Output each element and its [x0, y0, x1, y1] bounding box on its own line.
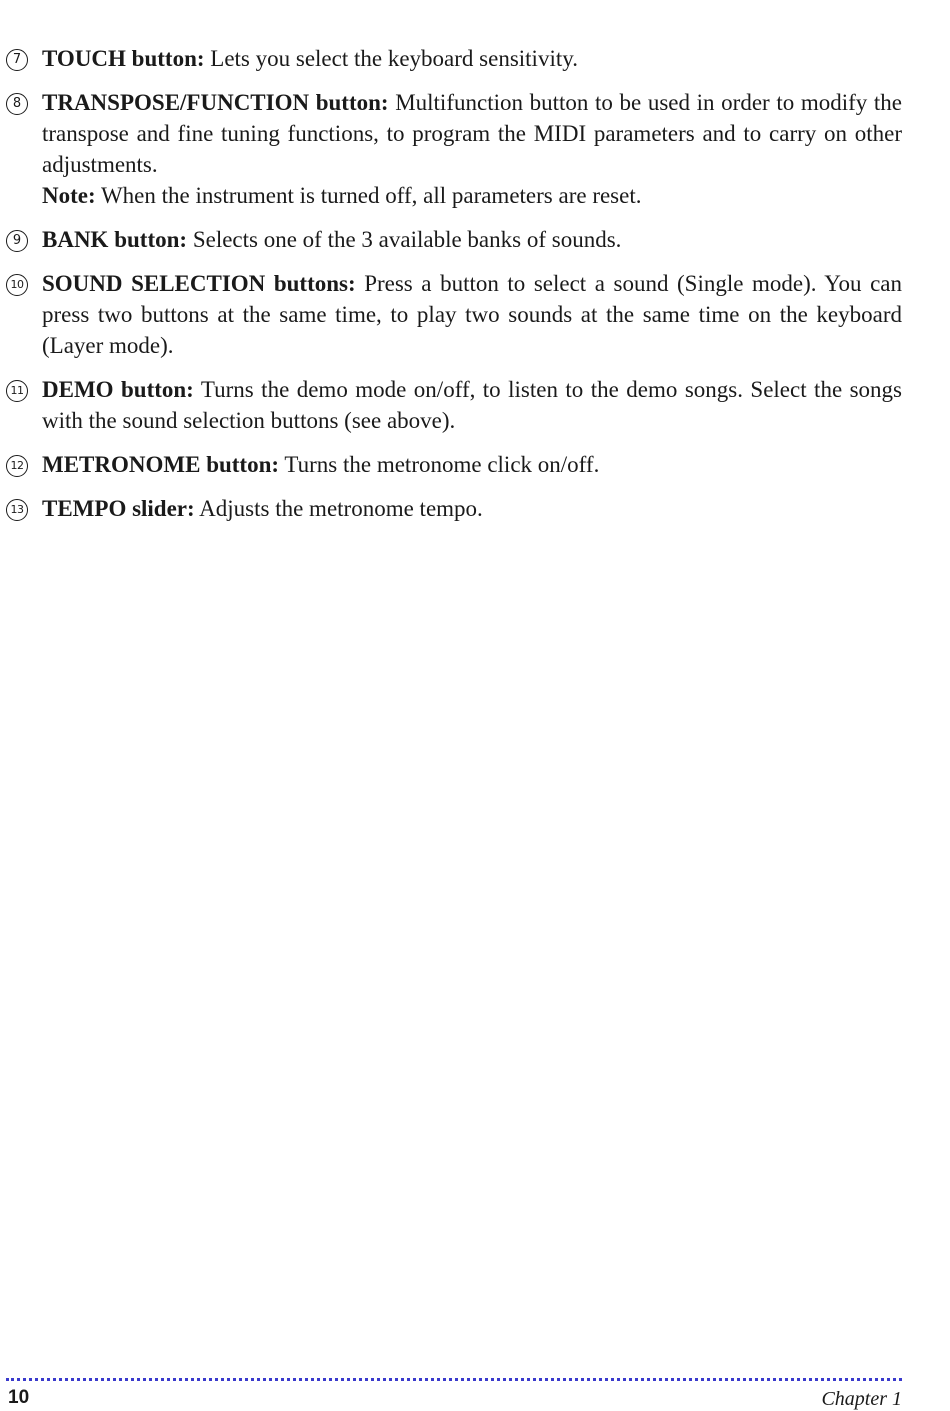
item-term: TEMPO slider:: [42, 496, 195, 521]
item-term: TOUCH button:: [42, 46, 205, 71]
item-description: Lets you select the keyboard sensitivity.: [204, 46, 578, 71]
page-number: 10: [8, 1387, 30, 1408]
item-description: Adjusts the metronome tempo.: [194, 496, 483, 521]
controls-description-list: [6, 43, 902, 537]
item-number: 7: [6, 49, 28, 71]
item-number: 11: [6, 380, 28, 402]
item-number: 13: [6, 499, 28, 521]
item-description: Selects one of the 3 available banks of sounds.: [187, 227, 622, 252]
item-description: Turns the metronome click on/off.: [279, 452, 600, 477]
item-number: 10: [6, 274, 28, 296]
note-text: When the instrument is turned off, all parameters are reset.: [95, 183, 642, 208]
item-term: DEMO button:: [42, 377, 194, 402]
list-item-bank-button: [6, 224, 902, 255]
item-description: Turns the demo mode on/off, to listen to the demo songs. Select the songs with the sound selection buttons (see above).: [42, 377, 903, 433]
item-term: TRANSPOSE/FUNCTION button:: [42, 90, 389, 115]
list-item-sound-selection-buttons: [6, 268, 902, 361]
list-item-tempo-slider: [6, 493, 902, 524]
footer-divider: [6, 1378, 902, 1381]
item-description: Multifunction button to be used in order to modify the transpose and fine tuning functions, to program the MIDI parameters and to carry on other adjustments.: [42, 90, 902, 177]
note-label: Note:: [42, 183, 96, 208]
chapter-label: Chapter 1: [821, 1388, 902, 1410]
list-item-demo-button: [6, 374, 902, 436]
list-item-touch-button: [6, 43, 902, 74]
item-number: 12: [6, 455, 28, 477]
item-term: METRONOME button:: [42, 452, 280, 477]
item-number: 9: [6, 230, 28, 252]
list-item-transpose-function-button: [6, 87, 902, 211]
list-item-metronome-button: [6, 449, 902, 480]
item-description: Press a button to select a sound (Single mode). You can press two buttons at the same time, to play two sounds at the same time on the keyboard (Layer mode).: [42, 271, 902, 358]
item-number: 8: [6, 93, 28, 115]
item-term: SOUND SELECTION buttons:: [42, 271, 356, 296]
item-term: BANK button:: [42, 227, 188, 252]
